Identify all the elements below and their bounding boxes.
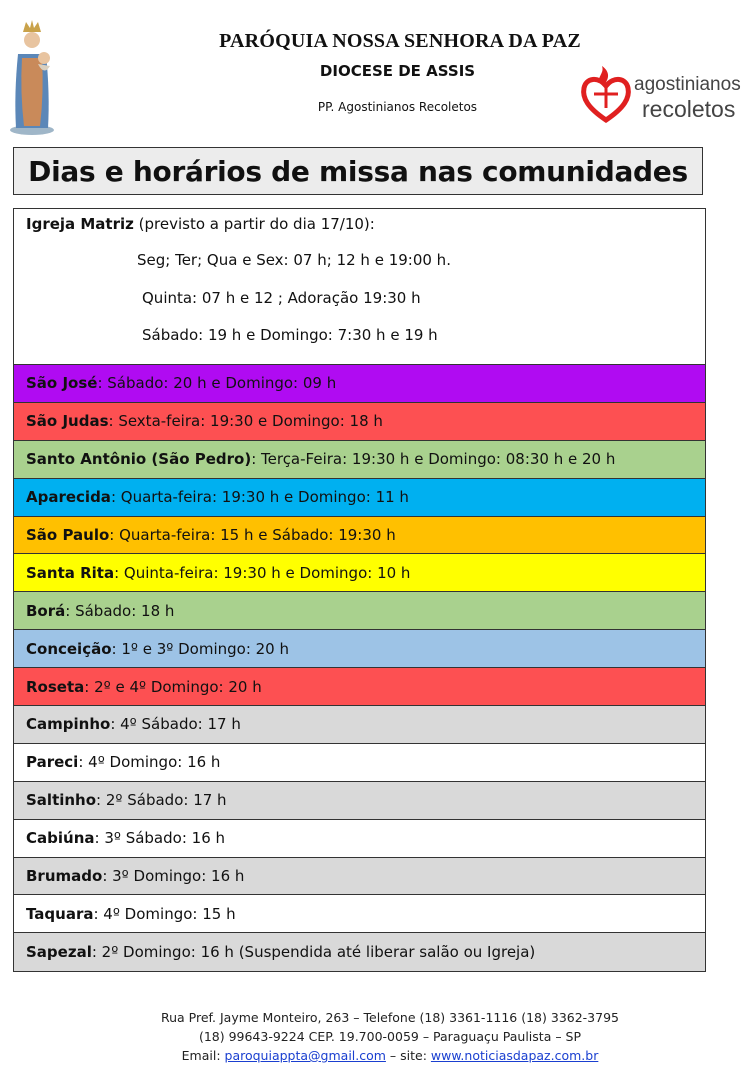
matriz-line-thursday: Quinta: 07 h e 12 ; Adoração 19:30 h: [142, 289, 421, 307]
matriz-note: (previsto a partir do dia 17/10):: [133, 215, 375, 233]
community-name: Cabiúna: [26, 829, 95, 848]
community-rows: [14, 365, 705, 971]
mass-schedule-table: [13, 208, 706, 972]
community-row: [14, 479, 705, 517]
community-row: [14, 744, 705, 782]
community-name: Pareci: [26, 753, 79, 772]
community-schedule: : 1º e 3º Domingo: 20 h: [111, 639, 290, 658]
community-row: [14, 365, 705, 403]
community-schedule: : Quinta-feira: 19:30 h e Domingo: 10 h: [114, 563, 411, 582]
community-schedule: : Quarta-feira: 19:30 h e Domingo: 11 h: [110, 488, 409, 507]
logo-text-recoletos: recoletos: [642, 96, 736, 122]
community-row: [14, 592, 705, 630]
community-schedule: : Terça-Feira: 19:30 h e Domingo: 08:30 h e 20 h: [251, 450, 616, 469]
community-row: [14, 820, 705, 858]
community-schedule: : Quarta-feira: 15 h e Sábado: 19:30 h: [109, 526, 396, 544]
community-schedule: : 3º Domingo: 16 h: [102, 867, 245, 886]
agostinianos-recoletos-logo: [578, 64, 748, 128]
email-link[interactable]: paroquiappta@gmail.com: [224, 1048, 386, 1063]
community-schedule: : 3º Sábado: 16 h: [94, 829, 226, 848]
community-name: Borá: [26, 601, 66, 620]
matriz-line-weekend: Sábado: 19 h e Domingo: 7:30 h e 19 h: [142, 326, 438, 344]
community-name: São Paulo: [26, 526, 110, 544]
community-name: Campinho: [26, 715, 111, 734]
community-row: [14, 441, 705, 479]
community-row: [14, 554, 705, 592]
community-name: Taquara: [26, 904, 94, 923]
footer-address: Rua Pref. Jayme Monteiro, 263 – Telefone (18) 3361-1116 (18) 3362-3795: [160, 1010, 619, 1025]
matriz-line-weekdays: Seg; Ter; Qua e Sex: 07 h; 12 h e 19:00 h.: [137, 251, 451, 269]
community-name: Brumado: [26, 867, 103, 886]
community-name: Roseta: [26, 677, 85, 696]
matriz-name: Igreja Matriz: [26, 215, 134, 233]
community-row: [14, 706, 705, 744]
community-row: [14, 895, 705, 933]
footer-email-label: Email:: [181, 1048, 225, 1063]
community-schedule: : 4º Sábado: 17 h: [110, 715, 241, 734]
footer-site-label: – site:: [385, 1048, 431, 1063]
footer-contact: [0, 1008, 750, 1065]
community-row: [14, 403, 705, 441]
community-schedule: : 4º Domingo: 16 h: [78, 753, 221, 772]
footer-phone-cep: (18) 99643-9224 CEP. 19.700-0059 – Paraguaçu Paulista – SP: [198, 1029, 582, 1044]
community-row: [14, 933, 705, 971]
community-name: Santo Antônio (São Pedro): [26, 450, 252, 469]
matriz-section: [14, 209, 705, 365]
matriz-heading: [26, 215, 375, 233]
community-schedule: : Sábado: 20 h e Domingo: 09 h: [97, 374, 337, 393]
title-box: [13, 147, 703, 195]
community-name: Aparecida: [26, 488, 111, 507]
page-title: Dias e horários de missa nas comunidades: [28, 154, 688, 188]
community-schedule: : 2º Domingo: 16 h (Suspendida até liberar salão ou Igreja): [91, 943, 536, 962]
community-row: [14, 517, 705, 555]
community-name: Sapezal: [26, 943, 92, 962]
site-link[interactable]: www.noticiasdapaz.com.br: [430, 1048, 599, 1063]
community-row: [14, 782, 705, 820]
fathers-line: PP. Agostinianos Recoletos: [317, 100, 478, 114]
parish-name: PARÓQUIA NOSSA SENHORA DA PAZ: [219, 30, 581, 52]
community-name: Conceição: [26, 639, 112, 658]
community-row: [14, 858, 705, 896]
community-name: Saltinho: [26, 791, 97, 810]
community-schedule: : Sábado: 18 h: [65, 601, 175, 620]
heart-flame-icon: [578, 64, 634, 128]
community-schedule: : Sexta-feira: 19:30 e Domingo: 18 h: [108, 412, 383, 431]
diocese-name: DIOCESE DE ASSIS: [319, 62, 476, 80]
community-schedule: : 4º Domingo: 15 h: [93, 904, 236, 923]
community-name: São Judas: [26, 412, 109, 431]
community-name: São José: [26, 374, 98, 393]
community-row: [14, 630, 705, 668]
community-name: Santa Rita: [26, 563, 115, 582]
community-schedule: : 2º e 4º Domingo: 20 h: [84, 677, 262, 696]
logo-text-agostinianos: agostinianos: [634, 74, 741, 95]
community-schedule: : 2º Sábado: 17 h: [96, 791, 227, 810]
community-row: [14, 668, 705, 706]
